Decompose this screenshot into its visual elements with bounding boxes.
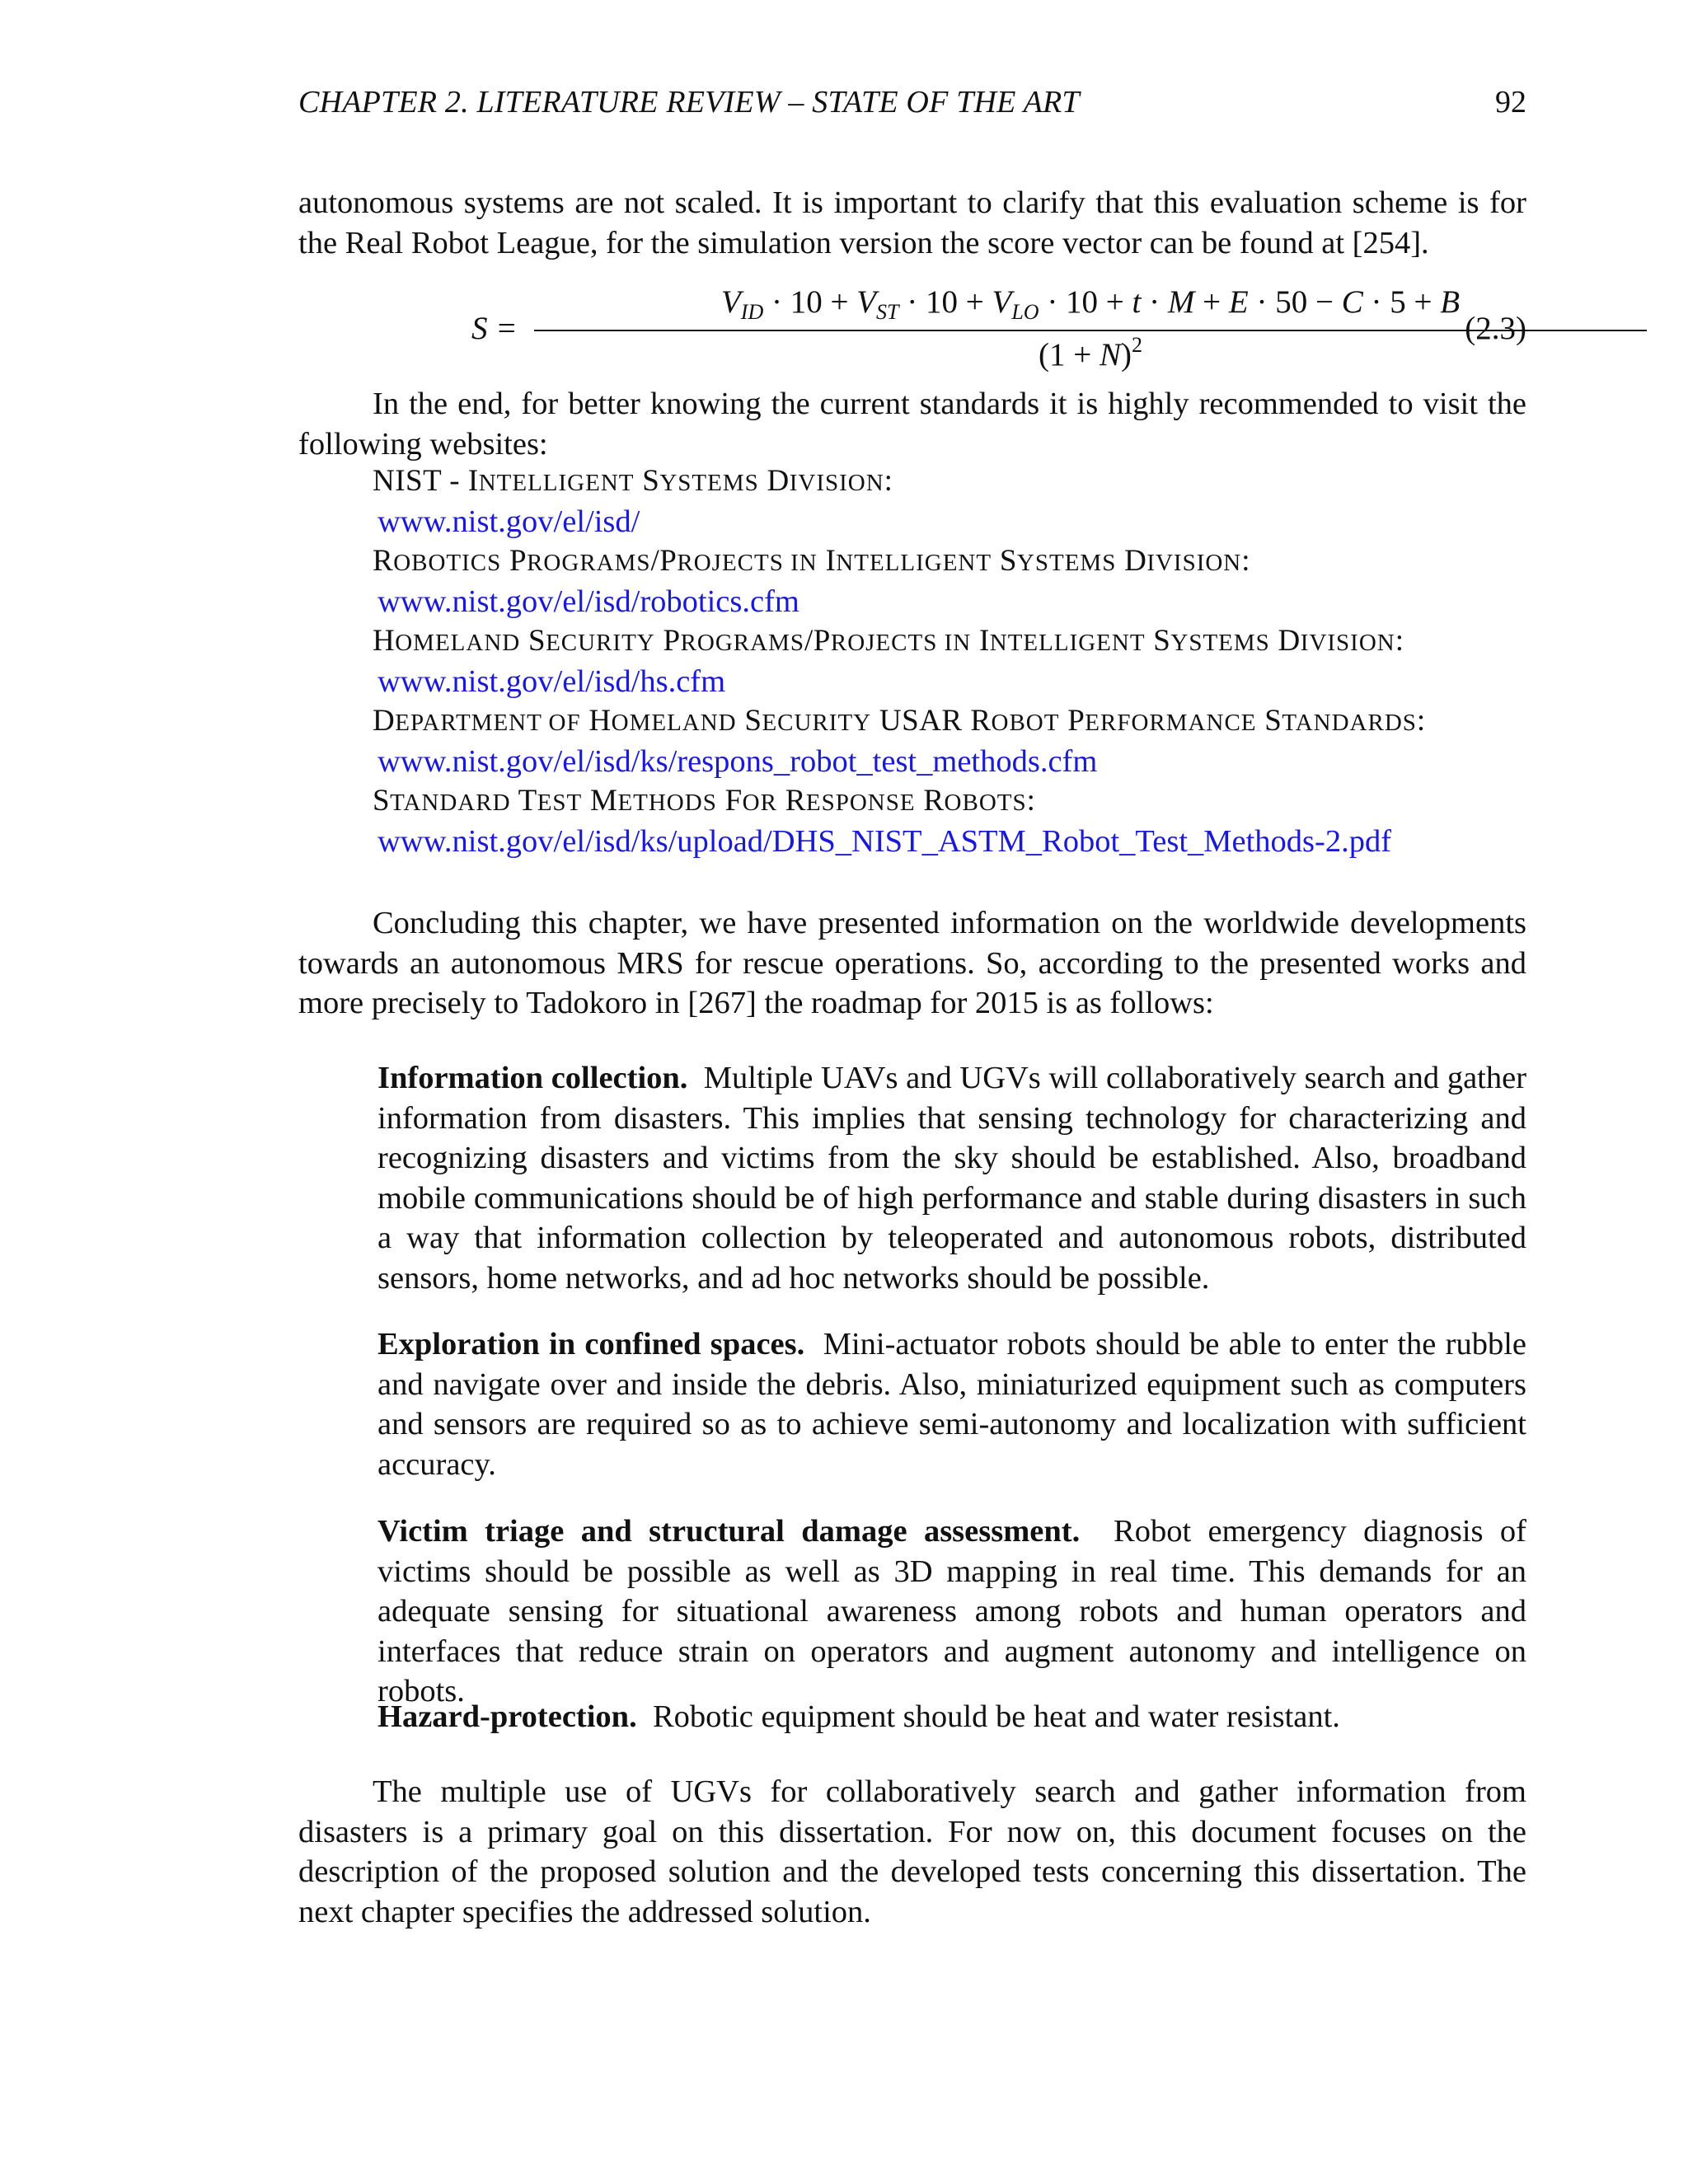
website-label: DEPARTMENT OF HOMELAND SECURITY USAR ROBOT PERFORMANCE STANDARDS: (373, 704, 1426, 738)
paragraph-final: The multiple use of UGVs for collaboratively search and gather information from disasters is a primary goal on this dissertation. For now on, this document focuses on the description of the proposed solution and the developed tests concerning this dissertation. The next chapter specifies the addressed solution. (298, 1774, 1526, 1929)
website-link[interactable]: www.nist.gov/el/isd/robotics.cfm (377, 583, 799, 619)
roadmap-item-title: Victim triage and structural damage assessment. (377, 1514, 1081, 1549)
paragraph-intro: autonomous systems are not scaled. It is important to clarify that this evaluation scheme is for the Real Robot League, for the simulation version the score vector can be found at [254]. (298, 185, 1526, 260)
chapter-title: CHAPTER 2. LITERATURE REVIEW – STATE OF THE ART (298, 85, 1080, 120)
roadmap-item-text: Robot emergency diagnosis of victims should be possible as well as 3D mapping in real time. This demands for an adequate sensing for situational awareness among robots and human operators and interfaces that reduce strain on operators and augment autonomy and intelligence on robots. (377, 1514, 1527, 1708)
paragraph-conclusion: Concluding this chapter, we have presented information on the worldwide developments towards an autonomous MRS for rescue operations. So, according to the presented works and more precisely to Tadokoro in [267] the roadmap for 2015 is as follows: (298, 906, 1526, 1020)
paragraph-websites-intro: In the end, for better knowing the current standards it is highly recommended to visit the following websites: (298, 387, 1526, 462)
running-header (298, 81, 1526, 124)
equation-lhs: S = (471, 311, 518, 346)
website-label: ROBOTICS PROGRAMS/PROJECTS IN INTELLIGENT SYSTEMS DIVISION: (373, 544, 1251, 578)
equation-numerator: $V_{ID} \cdot 10 + V_{ST} \cdot 10 + V_{LO} \cdot 10 + t \cdot M + E \cdot 50 - C \cdot 5 + B$ (720, 284, 1461, 324)
roadmap-item-title: Exploration in confined spaces. (377, 1327, 805, 1361)
website-list (373, 462, 1609, 861)
roadmap-item (377, 1697, 1526, 1737)
roadmap-item (377, 1058, 1526, 1298)
website-link[interactable]: www.nist.gov/el/isd/ks/upload/DHS_NIST_ASTM_Robot_Test_Methods-2.pdf (377, 823, 1392, 859)
website-link[interactable]: www.nist.gov/el/isd/hs.cfm (377, 663, 726, 699)
website-label: NIST - INTELLIGENT SYSTEMS DIVISION: (373, 464, 893, 498)
roadmap-item-title: Hazard-protection. (377, 1699, 637, 1734)
equation-2-3 (298, 284, 1526, 382)
website-label: STANDARD TEST METHODS FOR RESPONSE ROBOTS: (373, 784, 1036, 818)
roadmap-item-title: Information collection. (377, 1061, 688, 1095)
equation-denominator: $(1 + N)^2$ (1039, 333, 1142, 373)
page-number: 92 (1495, 85, 1526, 120)
website-link[interactable]: www.nist.gov/el/isd/ks/respons_robot_test_methods.cfm (377, 743, 1098, 779)
roadmap-item-text: Multiple UAVs and UGVs will collaboratively search and gather information from disasters. This implies that sensing technology for characterizing and recognizing disasters and victims from the sky should be established. Also, broadband mobile communications should be of high performance and stable during disasters in such a way that information collection by teleoperated and autonomous robots, distributed sensors, home networks, and ad hoc networks should be possible. (377, 1061, 1527, 1296)
website-label: HOMELAND SECURITY PROGRAMS/PROJECTS IN INTELLIGENT SYSTEMS DIVISION: (373, 624, 1404, 658)
website-link[interactable]: www.nist.gov/el/isd/ (377, 504, 640, 539)
roadmap-item-text: Robotic equipment should be heat and water resistant. (652, 1699, 1340, 1734)
roadmap-item (377, 1324, 1526, 1484)
equation-label: (2.3) (1465, 311, 1526, 346)
roadmap-item (377, 1511, 1526, 1712)
roadmap-item-text: Mini-actuator robots should be able to enter the rubble and navigate over and inside the debris. Also, miniaturized equipment such as computers and sensors are required so as to achieve semi-autonomy and localization with sufficient accuracy. (377, 1327, 1526, 1482)
